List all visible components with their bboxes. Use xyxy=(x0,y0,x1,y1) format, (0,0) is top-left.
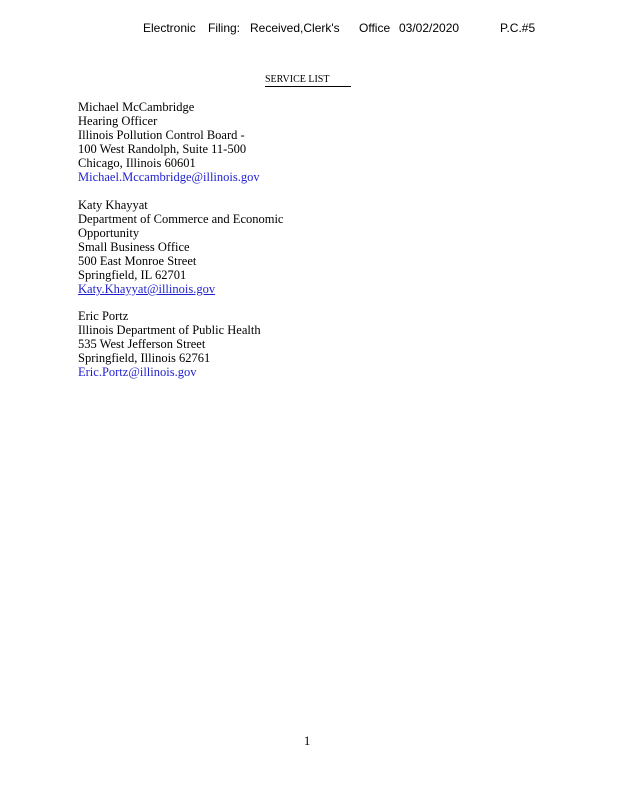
header-filing: Filing: xyxy=(208,21,241,35)
contact-block xyxy=(78,309,306,379)
contact-name: Katy Khayyat xyxy=(78,198,148,212)
page-title: SERVICE LIST xyxy=(265,74,351,87)
contact-line: Opportunity xyxy=(78,226,140,240)
contact-line: Hearing Officer xyxy=(78,114,158,128)
contact-line: Illinois Pollution Control Board - xyxy=(78,128,245,142)
header-electronic: Electronic xyxy=(143,21,196,35)
page-number: 1 xyxy=(304,734,311,748)
contact-email-link[interactable]: Michael.Mccambridge@illinois.gov xyxy=(78,170,260,184)
contact-name: Michael McCambridge xyxy=(78,100,195,114)
header-received: Received,Clerk's xyxy=(250,21,340,35)
contact-block xyxy=(78,198,306,296)
header-pc: P.C.#5 xyxy=(500,21,536,35)
contact-line: 500 East Monroe Street xyxy=(78,254,197,268)
contact-line: 535 West Jefferson Street xyxy=(78,337,206,351)
contact-line: 100 West Randolph, Suite 11-500 xyxy=(78,142,247,156)
contact-line: Small Business Office xyxy=(78,240,190,254)
contact-email-link[interactable]: Katy.Khayyat@illinois.gov xyxy=(78,282,216,296)
contact-name: Eric Portz xyxy=(78,309,129,323)
contact-line: Springfield, Illinois 62761 xyxy=(78,351,211,365)
contact-email-link[interactable]: Eric.Portz@illinois.gov xyxy=(78,365,197,379)
header-date: 03/02/2020 xyxy=(399,21,460,35)
contact-line: Department of Commerce and Economic xyxy=(78,212,284,226)
filing-header xyxy=(0,21,618,37)
contact-line: Springfield, IL 62701 xyxy=(78,268,187,282)
contact-line: Chicago, Illinois 60601 xyxy=(78,156,196,170)
contact-block xyxy=(78,100,306,184)
contact-line: Illinois Department of Public Health xyxy=(78,323,261,337)
header-office: Office xyxy=(359,21,391,35)
